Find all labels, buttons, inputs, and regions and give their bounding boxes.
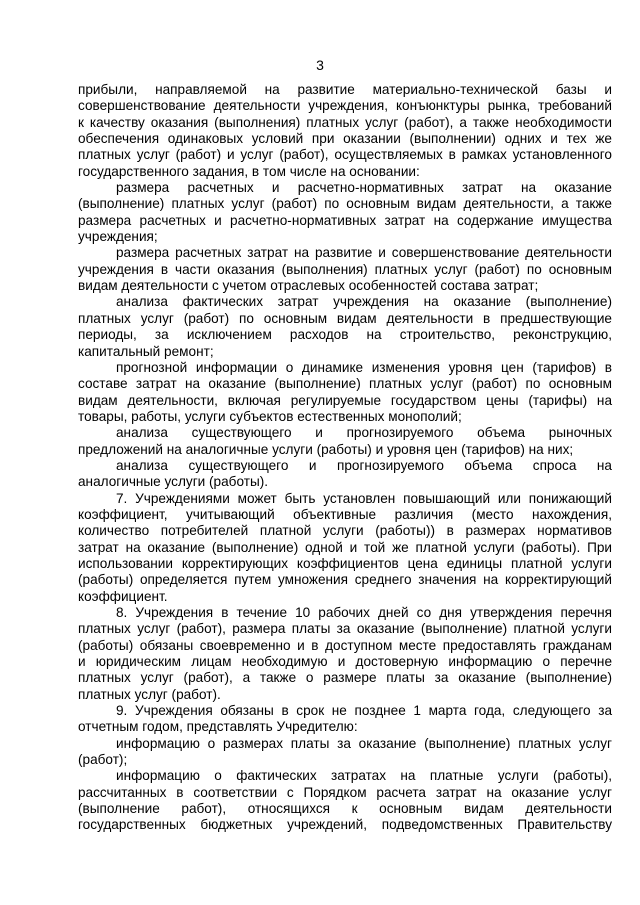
- text-line: размера расчетных и расчетно-нормативных затрат на оказание: [116, 180, 612, 196]
- paragraph-item-7: [78, 491, 612, 605]
- text-line: 9. Учреждения обязаны в срок не позднее 1 марта года, следующего за: [116, 703, 612, 719]
- page-number: 3: [316, 57, 324, 73]
- text-line: государственного задания, в том числе на основании:: [78, 163, 420, 179]
- text-line: предложений на аналогичные услуги (работы) и уровня цен (тарифов) на них;: [78, 441, 574, 457]
- paragraph-market-offers: [78, 425, 612, 458]
- paragraph-demand-analysis: [78, 458, 612, 491]
- text-line: информацию о размерах платы за оказание (выполнение) платных услуг: [116, 735, 612, 751]
- text-line: и юридическим лицам необходимую и достоверную информацию о перечне: [78, 654, 612, 670]
- text-line: платных услуг (работ), размера платы за оказание (выполнение) платной услуги: [78, 621, 612, 637]
- paragraph-actual-costs: [78, 294, 612, 359]
- text-line: прибыли, направляемой на развитие материально-технической базы и: [78, 82, 612, 97]
- text-line: совершенствование деятельности учреждения, конъюнктуры рынка, требований: [78, 98, 612, 114]
- text-line: коэффициент.: [78, 588, 168, 604]
- paragraph-pricing-basis: [78, 82, 612, 180]
- text-line: учреждения;: [78, 229, 158, 245]
- text-line: платных услуг (работ) по основным видам деятельности в предшествующие: [78, 310, 612, 326]
- text-line: размера расчетных затрат на развитие и совершенствование деятельности: [116, 245, 612, 261]
- text-line: видам деятельности с учетом отраслевых особенностей состава затрат;: [78, 278, 539, 294]
- text-line: количество потребителей платной услуги (работы)) в размерах нормативов: [78, 523, 612, 539]
- text-line: аналогичные услуги (работы).: [78, 474, 269, 490]
- paragraph-settlement-costs: [78, 180, 612, 245]
- text-line: коэффициент, учитывающий объективные различия (место нахождения,: [78, 506, 612, 522]
- text-line: анализа существующего и прогнозируемого объема спроса на: [116, 457, 612, 473]
- text-line: затрат на оказание (выполнение) одной и той же платной услуги (работы). При: [78, 539, 612, 555]
- text-line: (работы) определяется путем умножения среднего значения на корректирующий: [78, 572, 612, 588]
- text-line: 8. Учреждения в течение 10 рабочих дней со дня утверждения перечня: [116, 605, 612, 620]
- text-line: анализа существующего и прогнозируемого объема рыночных: [116, 425, 612, 441]
- text-line: государственных бюджетных учреждений, подведомственных Правительству: [78, 817, 612, 833]
- paragraph-actual-costs-information: [78, 768, 612, 833]
- text-line: использовании корректирующих коэффициентов цена единицы платной услуги: [78, 555, 612, 571]
- text-line: отчетным годом, представлять Учредителю:: [78, 719, 358, 735]
- text-line: (работы) обязаны своевременно и в доступном месте предоставлять гражданам: [78, 637, 612, 653]
- text-line: 7. Учреждениями может быть установлен повышающий или понижающий: [116, 490, 612, 506]
- paragraph-item-8: [78, 605, 612, 703]
- text-line: платных услуг (работ).: [78, 686, 221, 702]
- text-line: (работ);: [78, 752, 128, 768]
- text-line: видам деятельности, включая регулируемые государством цены (тарифы) на: [78, 392, 612, 408]
- text-line: рассчитанных в соответствии с Порядком расчета затрат на оказание услуг: [78, 784, 612, 800]
- text-line: товары, работы, услуги субъектов естественных монополий;: [78, 408, 462, 424]
- document-body: [78, 82, 612, 834]
- text-line: составе затрат на оказание (выполнение) платных услуг (работ) по основным: [78, 376, 612, 392]
- text-line: обеспечения одинаковых условий при оказании (выполнении) одних и тех же: [78, 131, 612, 147]
- text-line: (выполнение) платных услуг (работ) по основным видам деятельности, а также: [78, 196, 612, 212]
- text-line: капитальный ремонт;: [78, 343, 214, 359]
- text-line: учреждения в части оказания (выполнения) платных услуг (работ) по основным: [78, 261, 612, 277]
- text-line: платных услуг (работ), а также о размере платы за оказание (выполнение): [78, 670, 612, 686]
- text-line: к качеству оказания (выполнения) платных услуг (работ), а также необходимости: [78, 114, 612, 130]
- paragraph-item-9: [78, 703, 612, 736]
- text-line: прогнозной информации о динамике изменения уровня цен (тарифов) в: [116, 359, 612, 375]
- text-line: (выполнение работ), относящихся к основным видам деятельности: [78, 801, 612, 817]
- text-line: размера расчетных и расчетно-нормативных затрат на содержание имущества: [78, 212, 612, 228]
- text-line: периоды, за исключением расходов на строительство, реконструкцию,: [78, 327, 612, 343]
- text-line: информацию о фактических затратах на платные услуги (работы),: [116, 768, 612, 784]
- paragraph-price-forecast: [78, 360, 612, 425]
- text-line: анализа фактических затрат учреждения на оказание (выполнение): [116, 294, 612, 310]
- paragraph-fee-information: [78, 736, 612, 769]
- text-line: платных услуг (работ) и услуг (работ), осуществляемых в рамках установленного: [78, 147, 612, 163]
- paragraph-development-costs: [78, 245, 612, 294]
